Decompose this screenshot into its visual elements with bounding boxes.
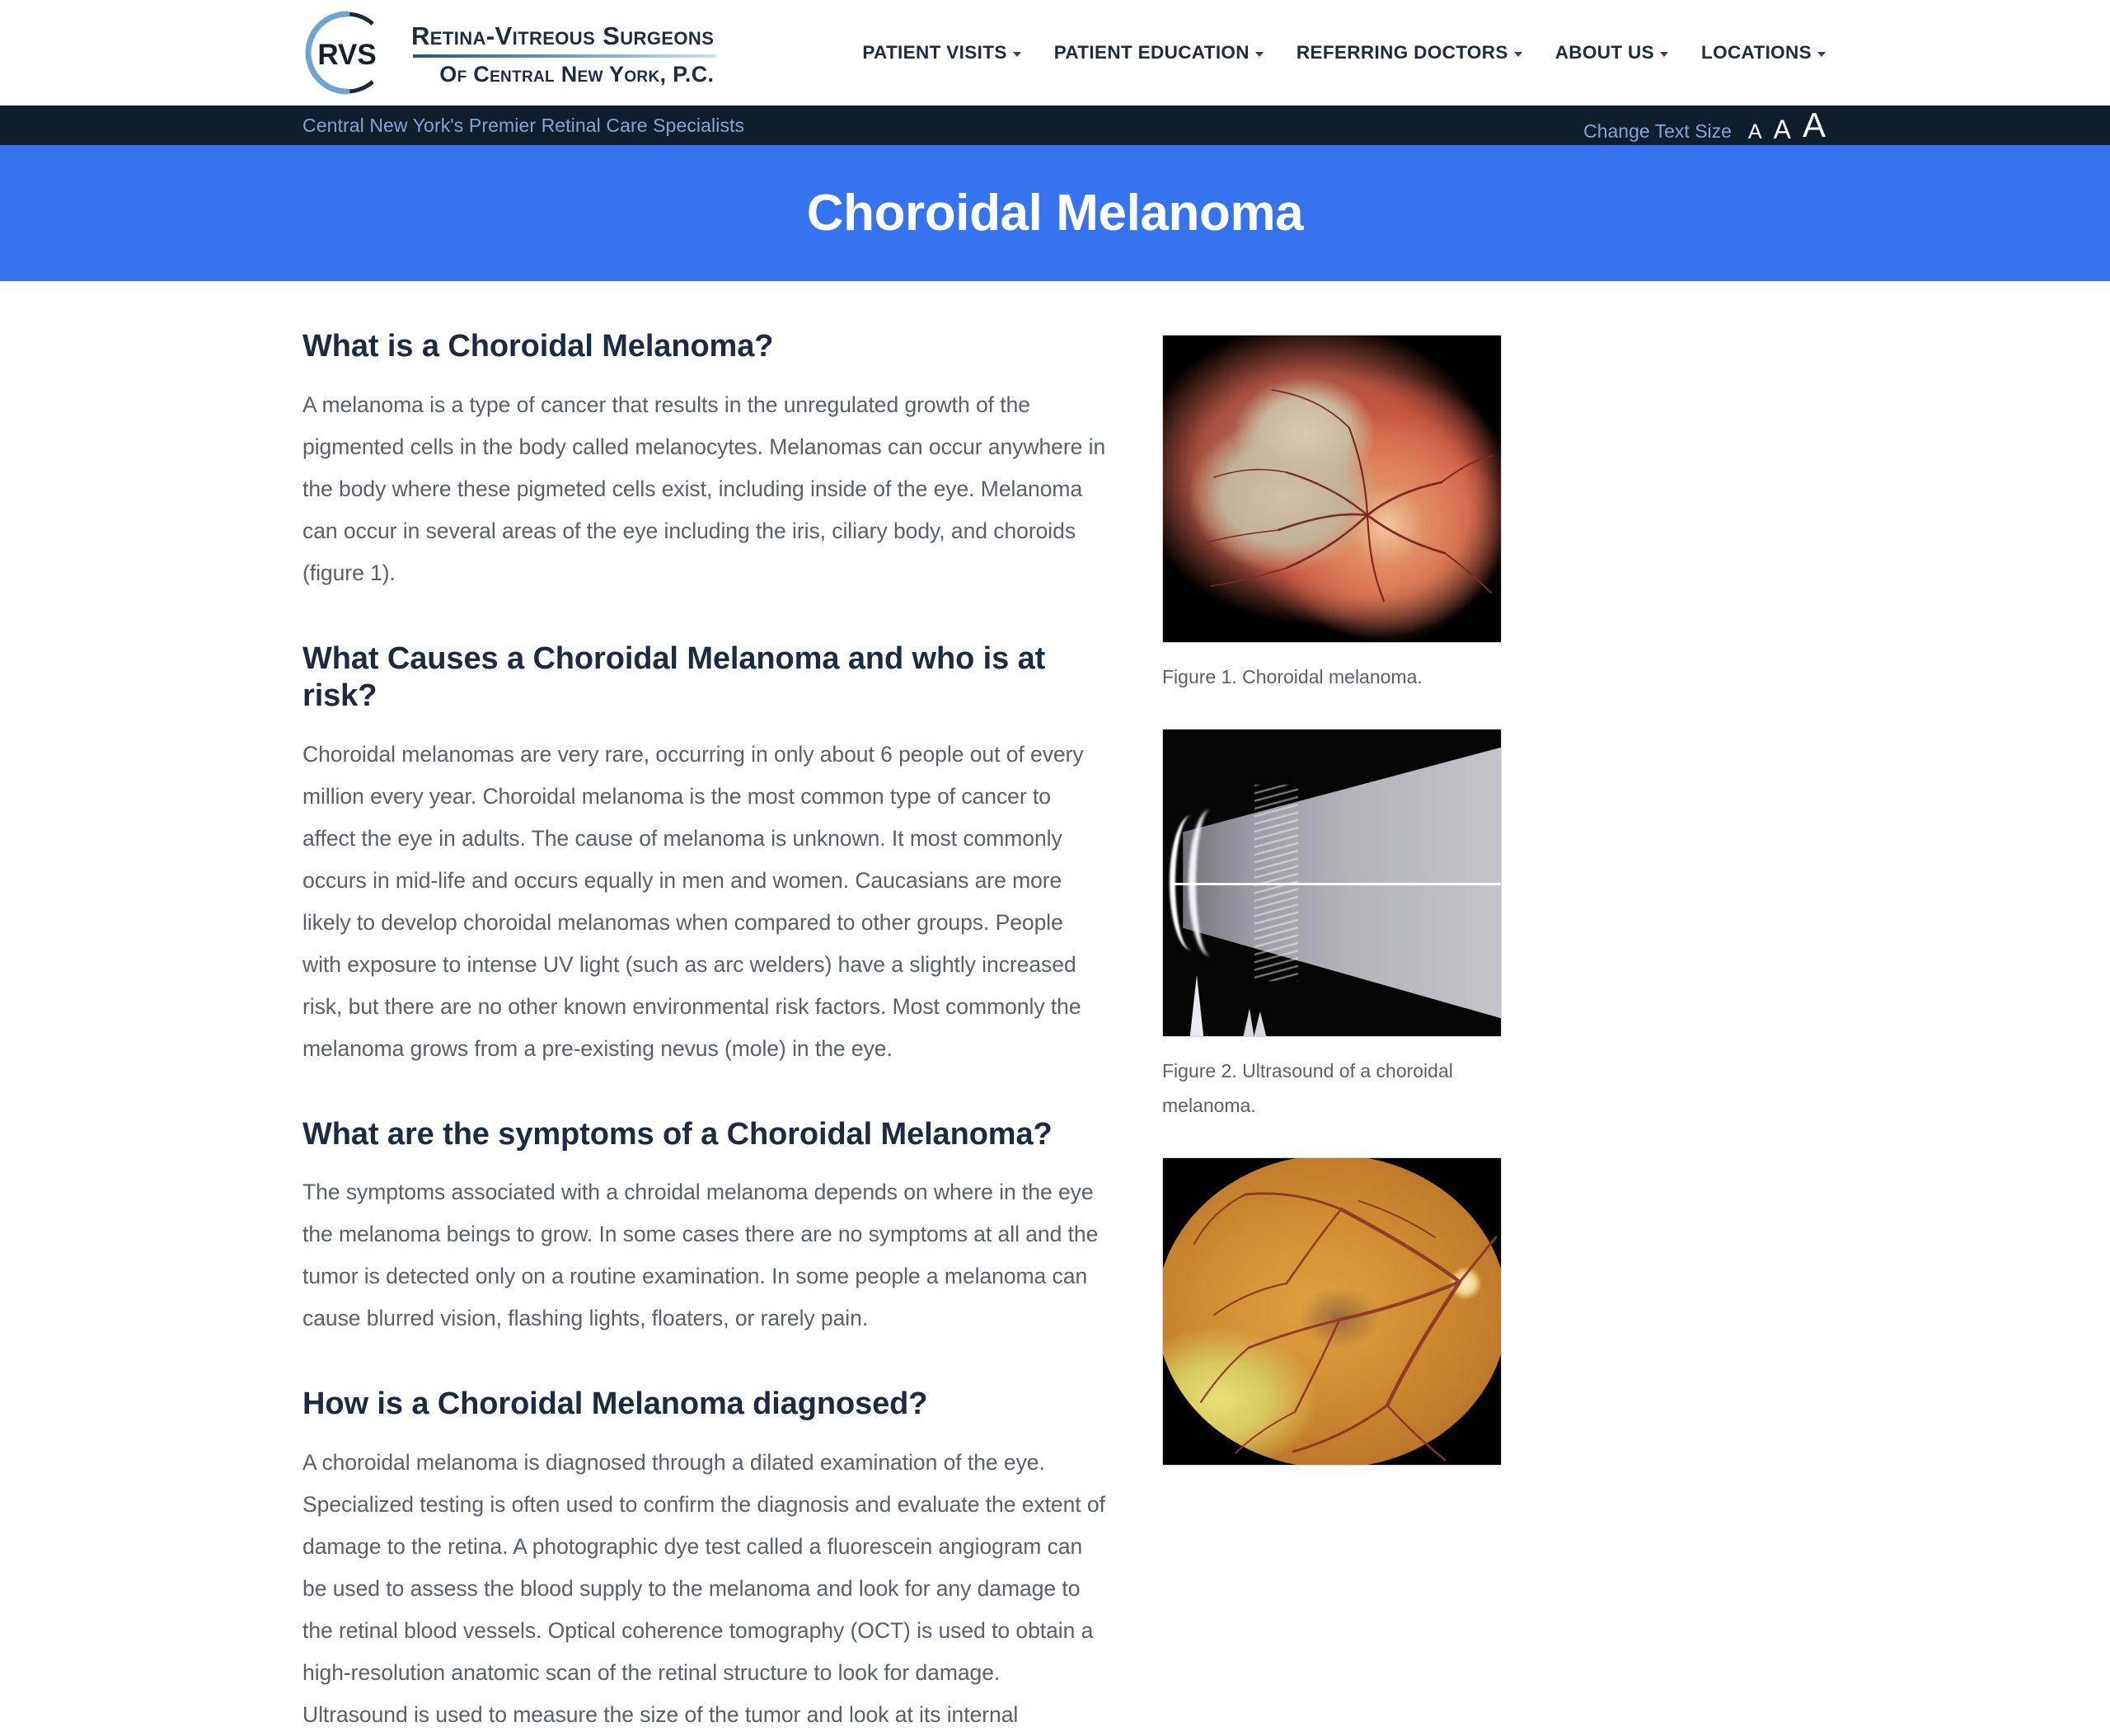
chevron-down-icon [1817,52,1826,57]
figure-3-image-retina-fundus [1162,1157,1502,1466]
article-column [0,328,1162,1736]
figure-2-image-ultrasound-bscan [1162,729,1502,1037]
nav-item-patient-education[interactable] [1038,42,1280,63]
chevron-down-icon [1660,52,1668,57]
nav-item-patient-visits[interactable] [846,42,1037,63]
logo-line-2: Of Central New York, P.C. [439,62,715,87]
nav-item-referring-doctors[interactable] [1280,42,1539,63]
svg-text:RVS: RVS [317,39,377,71]
figure-2-caption: Figure 2. Ultrasound of a choroidal melanoma. [1162,1060,1453,1116]
figure-1-block [1162,335,1789,694]
figure-2-block [1162,729,1789,1123]
section-heading-symptoms: What are the symptoms of a Choroidal Melanoma? [302,1116,1053,1152]
text-size-large-button[interactable]: A [1802,106,1826,144]
nav-item-locations[interactable] [1685,42,1826,63]
bscan-axis-line [1173,883,1501,885]
section-body-diagnosis: A choroidal melanoma is diagnosed through a dilated examination of the eye. Specialized testing is often used to confirm the diagnosis and evaluate the extent of damage to the retina. A photographic dye test called a fluorescein angiogram can be used to assess the blood supply to the melanoma and look for any damage to the retinal blood vessels. Optical coherence tomography (OCT) is used to obtain a high-resolution anatomic scan of the retinal structure to look for damage. Ultrasound is used to measure the size of the tumor and look at its internal [302,1449,1105,1727]
main-navigation [846,42,1826,63]
content-area [0,281,2110,1736]
figure-sidebar [1162,328,1789,1736]
text-size-medium-button[interactable]: A [1773,115,1791,144]
logo-divider-rule [413,54,715,58]
bscan-scale-marker [1237,1009,1268,1036]
section-body-symptoms: The symptoms associated with a chroidal melanoma depends on where in the eye the melanoma beings to grow. In some cases there are no symptoms at all and the tumor is detected only on a routine examination. In some people a melanoma can cause blurred vision, flashing lights, floaters, or rarely pain. [302,1180,1099,1331]
header-inner [0,7,2110,99]
rvs-logo-icon [301,7,393,99]
change-text-size-label[interactable]: Change Text Size [1583,120,1732,142]
nav-label: ABOUT US [1554,42,1655,63]
chevron-down-icon [1514,52,1522,57]
nav-label: REFERRING DOCTORS [1296,42,1508,63]
section-body-what-is: A melanoma is a type of cancer that results in the unregulated growth of the pigmented cells in the body called melanocytes. Melanomas can occur anywhere in the body where these pigmeted cells exist, including inside of the eye. Melanoma can occur in several areas of the eye including the iris, ciliary body, and choroids (figure 1). [302,392,1106,585]
utility-bar [0,106,2110,145]
page-title-banner [0,145,2110,281]
fundus-photo-3-render [1163,1158,1501,1465]
text-size-small-button[interactable]: A [1747,120,1762,143]
figure-1-image-choroidal-melanoma-fundus [1162,335,1502,643]
text-size-controls [1583,108,1826,143]
bscan-probe-marker [1190,975,1203,1036]
fundus-photo-render [1163,335,1501,642]
section-heading-diagnosis: How is a Choroidal Melanoma diagnosed? [302,1386,928,1422]
nav-label: LOCATIONS [1701,42,1812,63]
nav-label: PATIENT VISITS [862,42,1007,63]
bscan-ultrasound-render [1163,730,1501,1036]
section-heading-what-is: What is a Choroidal Melanoma? [302,329,774,364]
chevron-down-icon [1255,52,1264,57]
site-tagline-link[interactable]: Central New York's Premier Retinal Care Specialists [302,114,745,136]
figure-3-block [1162,1157,1789,1466]
nav-item-about-us[interactable] [1539,42,1685,63]
figure-1-caption: Figure 1. Choroidal melanoma. [1162,666,1423,687]
page-title: Choroidal Melanoma [806,185,1304,242]
logo-wordmark [411,20,714,86]
site-header [0,0,2110,106]
section-body-causes: Choroidal melanomas are very rare, occurring in only about 6 people out of every million every year. Choroidal melanoma is the most common type of cancer to affect the eye in adults. The cause of melanoma is unknown. It most commonly occurs in mid-life and occurs equally in men and women. Caucasians are more likely to develop choroidal melanomas when compared to other groups. People with exposure to intense UV light (such as arc welders) have a slightly increased risk, but there are no other known environmental risk factors. Most commonly the melanoma grows from a pre-existing nevus (mole) in the eye. [302,741,1084,1061]
nav-label: PATIENT EDUCATION [1053,42,1250,63]
logo-line-1: Retina-Vitreous Surgeons [411,21,715,50]
section-heading-causes: What Causes a Choroidal Melanoma and who is at risk? [302,640,1046,714]
site-logo[interactable] [301,7,714,99]
chevron-down-icon [1013,52,1021,57]
